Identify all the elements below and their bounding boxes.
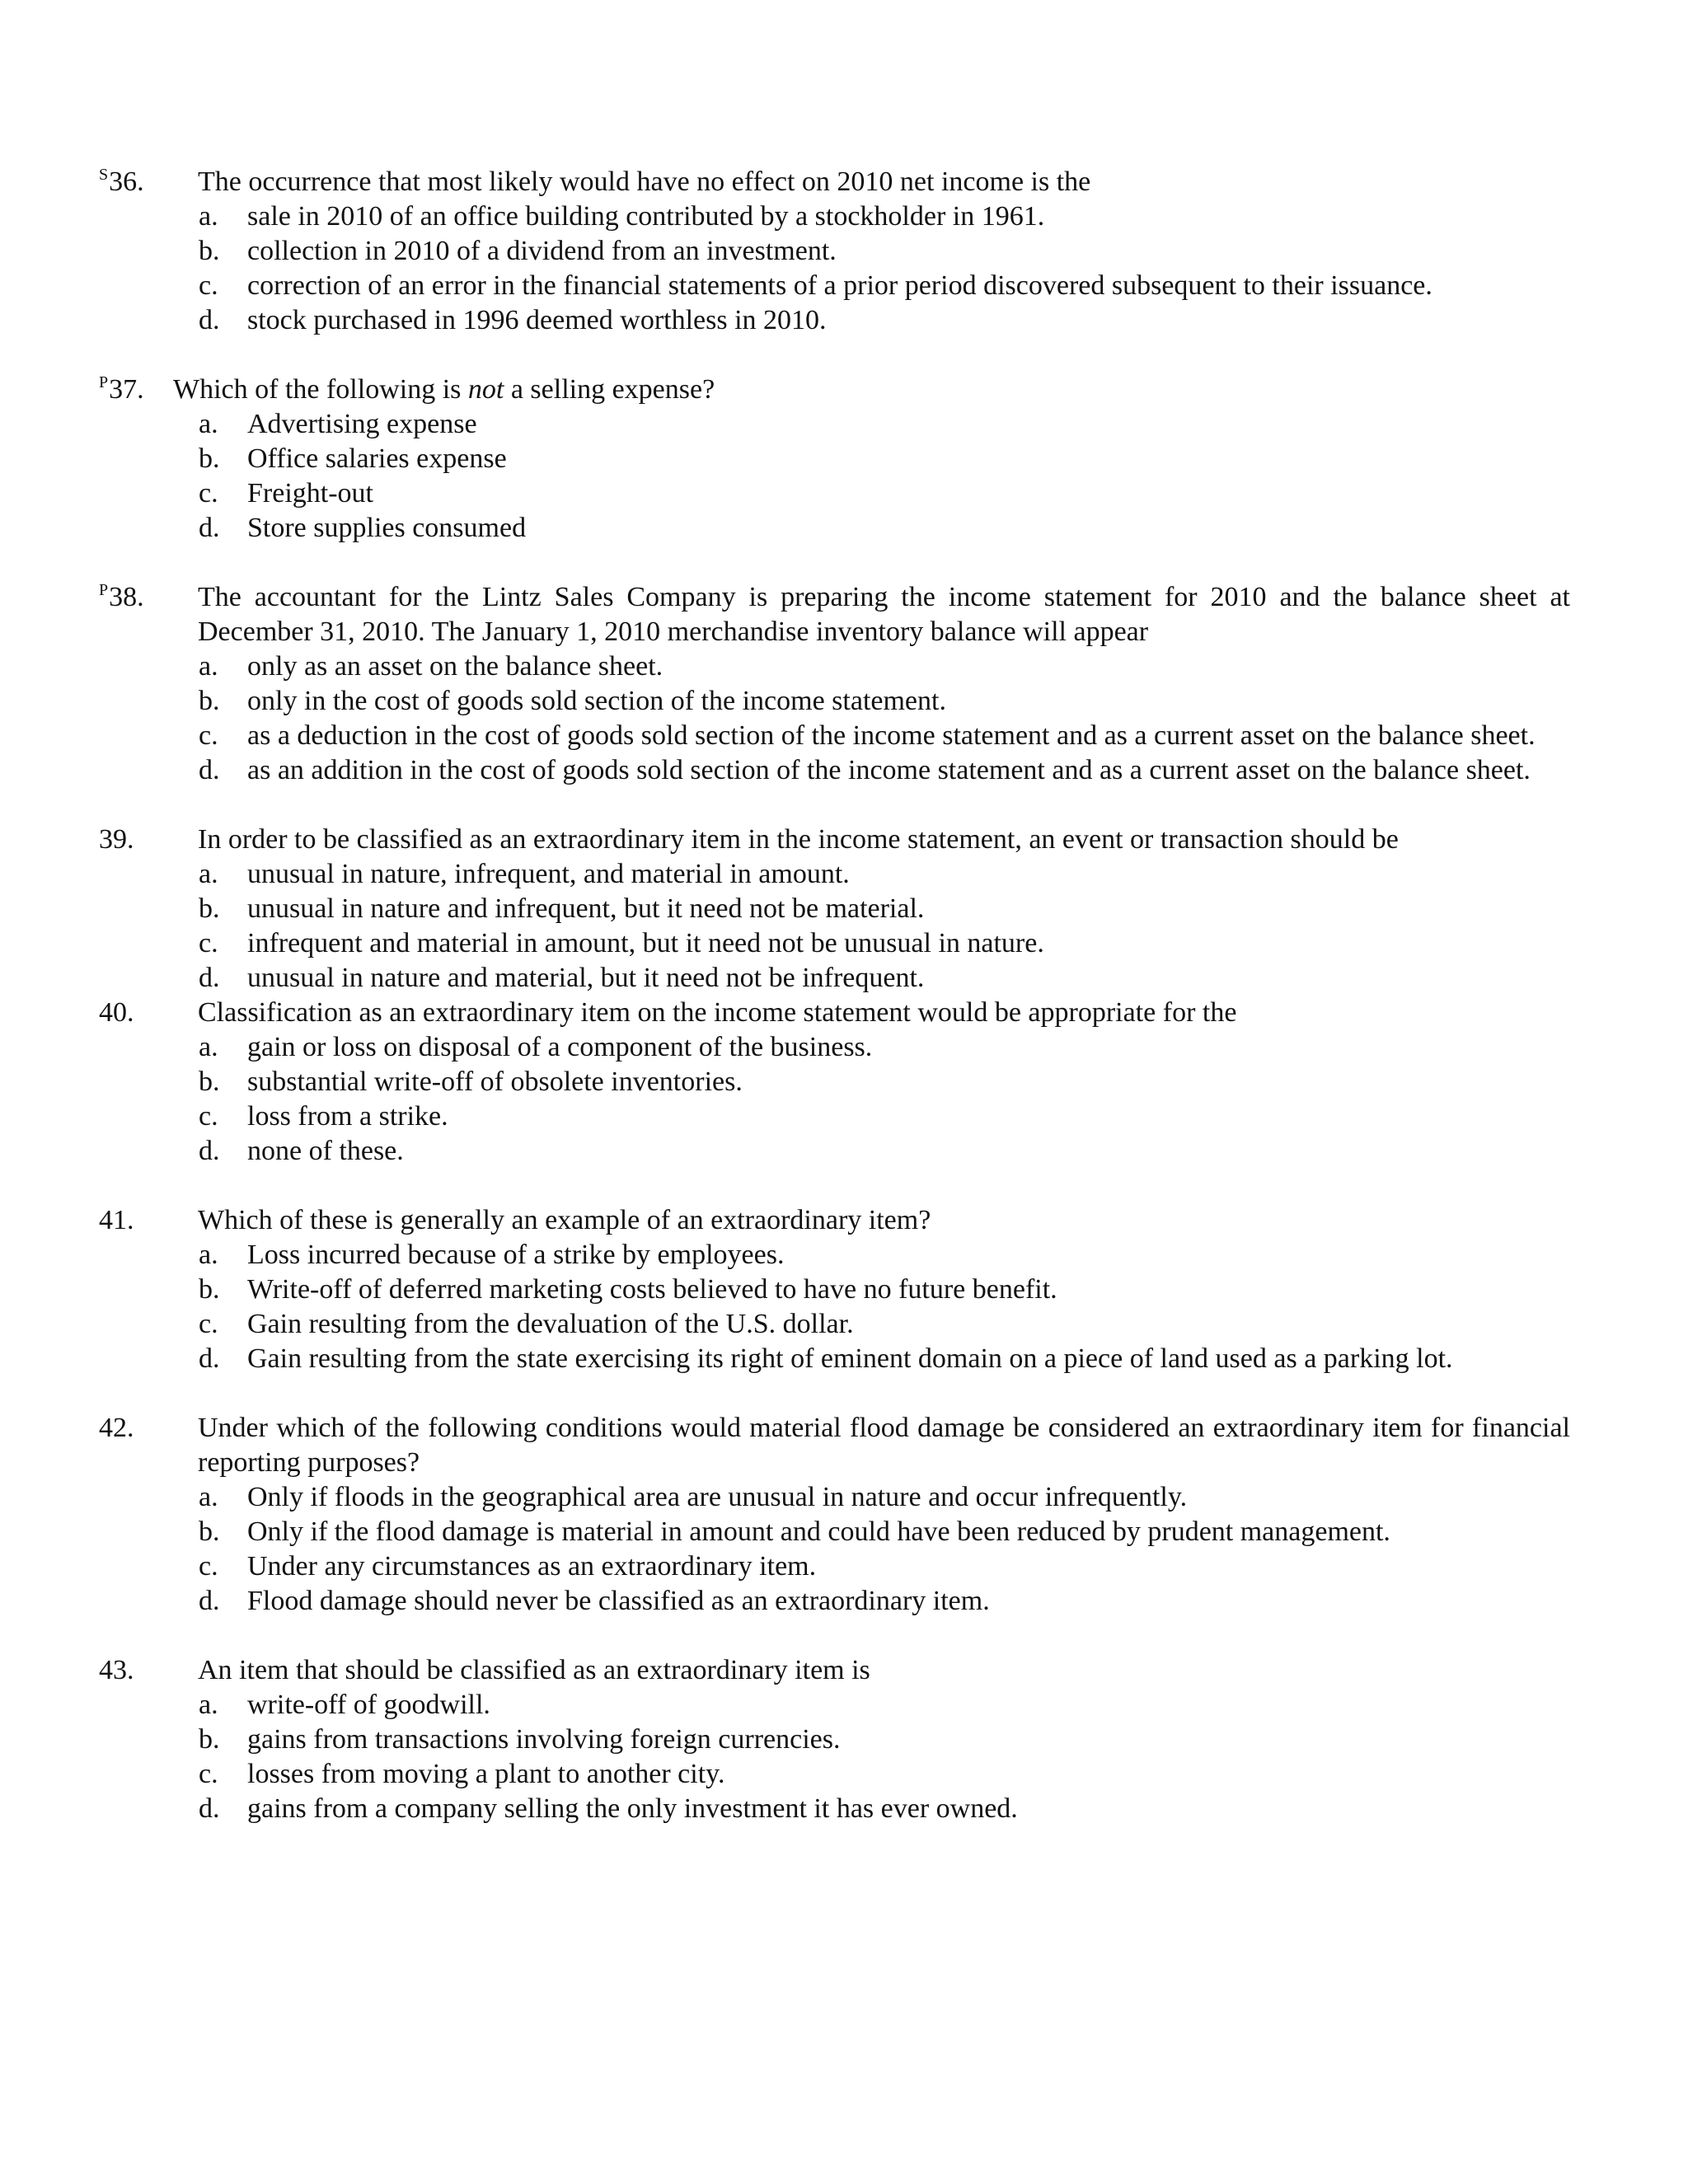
answer-options [0,857,1688,996]
question-stem: An item that should be classified as an extraordinary item is [198,1655,870,1685]
answer-option [199,1688,1570,1722]
option-letter: d. [199,305,220,335]
answer-option [199,857,1570,892]
answer-option [199,303,1570,338]
answer-option [199,926,1570,961]
answer-option [199,234,1570,269]
option-text: Write-off of deferred marketing costs believed to have no future benefit. [247,1274,1057,1305]
answer-option [199,269,1570,303]
option-text: Only if floods in the geographical area are unusual in nature and occur infrequently. [247,1482,1188,1512]
option-text: losses from moving a plant to another city. [247,1759,725,1789]
option-text: Only if the flood damage is material in amount and could have been reduced by prudent management. [247,1516,1390,1547]
answer-option [199,1480,1570,1515]
answer-option [199,961,1570,996]
question-number: $^P$37. [99,373,144,405]
question-number: 43. [99,1655,134,1685]
option-text: gains from transactions involving foreign currencies. [247,1724,841,1755]
option-letter: c. [199,1101,218,1132]
option-text: loss from a strike. [247,1101,448,1132]
option-text: infrequent and material in amount, but it need not be unusual in nature. [247,928,1044,958]
answer-option [199,719,1570,753]
spacer [0,788,1688,823]
emphasis-text: not [467,374,504,405]
option-text: collection in 2010 of a dividend from an investment. [247,236,837,266]
option-text: Office salaries expense [247,443,507,474]
option-letter: d. [199,1793,220,1824]
question-number: 39. [99,824,134,855]
option-letter: a. [199,201,218,232]
answer-option [199,199,1570,234]
option-text: write-off of goodwill. [247,1690,490,1720]
answer-option [199,1722,1570,1757]
question-number: 40. [99,997,134,1028]
option-text: stock purchased in 1996 deemed worthless in 2010. [247,305,827,335]
option-text: none of these. [247,1136,404,1166]
answer-option [199,1238,1570,1272]
option-letter: d. [199,513,220,543]
answer-option [199,753,1570,788]
option-text: Gain resulting from the devaluation of the U.S. dollar. [247,1309,854,1339]
answer-options [0,199,1688,338]
answer-option [199,1272,1570,1307]
answer-option [199,1792,1570,1826]
option-letter: c. [199,1759,218,1789]
spacer [0,1376,1688,1411]
option-letter: a. [199,1482,218,1512]
option-letter: b. [199,1066,220,1097]
question-stem: Which of the following is not a selling expense? [173,374,715,405]
option-letter: b. [199,1724,220,1755]
question-36 [0,165,1688,338]
option-letter: b. [199,1274,220,1305]
question-38 [0,580,1688,788]
question-stem: Classification as an extraordinary item on the income statement would be appropriate for the [198,997,1237,1028]
answer-option [199,1549,1570,1584]
option-letter: b. [199,893,220,924]
answer-option [199,476,1570,511]
option-letter: c. [199,928,218,958]
option-text: Under any circumstances as an extraordinary item. [247,1551,817,1582]
answer-option [199,442,1570,476]
question-43 [0,1653,1688,1826]
question-stem: Under which of the following conditions would material flood damage be considered an extraordinary item for financial reporting purposes? [198,1413,1570,1478]
option-letter: b. [199,686,220,716]
option-text: only as an asset on the balance sheet. [247,651,663,682]
answer-option [199,1307,1570,1342]
option-text: correction of an error in the financial statements of a prior period discovered subsequent to their issuance. [247,270,1432,301]
answer-options [0,1480,1688,1619]
spacer [0,338,1688,373]
answer-option [199,1515,1570,1549]
question-41 [0,1203,1688,1376]
question-37 [0,373,1688,546]
answer-option [199,649,1570,684]
option-text: only in the cost of goods sold section of the income statement. [247,686,946,716]
question-marker: P [99,581,109,599]
option-letter: b. [199,236,220,266]
option-letter: d. [199,1136,220,1166]
option-text: Gain resulting from the state exercising its right of eminent domain on a piece of land used as a parking lot. [247,1343,1453,1374]
answer-option [199,1099,1570,1134]
question-stem: The accountant for the Lintz Sales Company is preparing the income statement for 2010 and the balance sheet at December 31, 2010. The January 1, 2010 merchandise inventory balance will appear [198,582,1570,647]
option-text: unusual in nature and infrequent, but it need not be material. [247,893,925,924]
option-letter: d. [199,755,220,785]
option-text: as an addition in the cost of goods sold section of the income statement and as a current asset on the balance sheet. [247,755,1531,785]
answer-options [0,1688,1688,1826]
answer-option [199,684,1570,719]
question-number: $^S$36. [99,166,144,197]
question-stem: Which of these is generally an example of an extraordinary item? [198,1205,931,1235]
question-number: 41. [99,1205,134,1235]
answer-option [199,1757,1570,1792]
option-letter: c. [199,1309,218,1339]
option-text: gain or loss on disposal of a component of the business. [247,1032,873,1062]
spacer [0,1619,1688,1653]
spacer [0,546,1688,580]
option-text: Advertising expense [247,409,477,439]
question-39 [0,823,1688,996]
answer-option [199,892,1570,926]
answer-option [199,1065,1570,1099]
option-text: Freight-out [247,478,373,509]
document-page [0,165,1688,1826]
option-text: as a deduction in the cost of goods sold section of the income statement and as a current asset on the balance sheet. [247,720,1536,751]
option-text: substantial write-off of obsolete inventories. [247,1066,743,1097]
spacer [0,1169,1688,1203]
option-text: Flood damage should never be classified as an extraordinary item. [247,1586,990,1616]
option-letter: c. [199,720,218,751]
question-marker: S [99,166,109,184]
question-number: 42. [99,1413,134,1443]
option-letter: a. [199,1240,218,1270]
option-letter: b. [199,443,220,474]
option-text: unusual in nature, infrequent, and material in amount. [247,859,850,889]
option-letter: a. [199,409,218,439]
option-letter: a. [199,859,218,889]
answer-options [0,1238,1688,1376]
option-text: sale in 2010 of an office building contributed by a stockholder in 1961. [247,201,1045,232]
option-letter: a. [199,1690,218,1720]
option-letter: c. [199,1551,218,1582]
question-number: $^P$38. [99,581,144,612]
question-42 [0,1411,1688,1619]
option-text: unusual in nature and material, but it need not be infrequent. [247,963,925,993]
answer-options [0,407,1688,546]
option-letter: c. [199,478,218,509]
answer-options [0,1030,1688,1169]
option-letter: c. [199,270,218,301]
option-letter: d. [199,963,220,993]
answer-option [199,407,1570,442]
option-letter: a. [199,1032,218,1062]
question-marker: P [99,373,109,391]
answer-option [199,1134,1570,1169]
answer-option [199,1342,1570,1376]
option-letter: b. [199,1516,220,1547]
option-letter: d. [199,1586,220,1616]
option-text: gains from a company selling the only investment it has ever owned. [247,1793,1018,1824]
answer-option [199,511,1570,546]
question-stem: In order to be classified as an extraordinary item in the income statement, an event or transaction should be [198,824,1399,855]
option-text: Store supplies consumed [247,513,527,543]
answer-option [199,1584,1570,1619]
answer-options [0,649,1688,788]
question-stem: The occurrence that most likely would have no effect on 2010 net income is the [198,166,1091,197]
option-letter: d. [199,1343,220,1374]
question-40 [0,996,1688,1169]
answer-option [199,1030,1570,1065]
option-letter: a. [199,651,218,682]
option-text: Loss incurred because of a strike by employees. [247,1240,785,1270]
